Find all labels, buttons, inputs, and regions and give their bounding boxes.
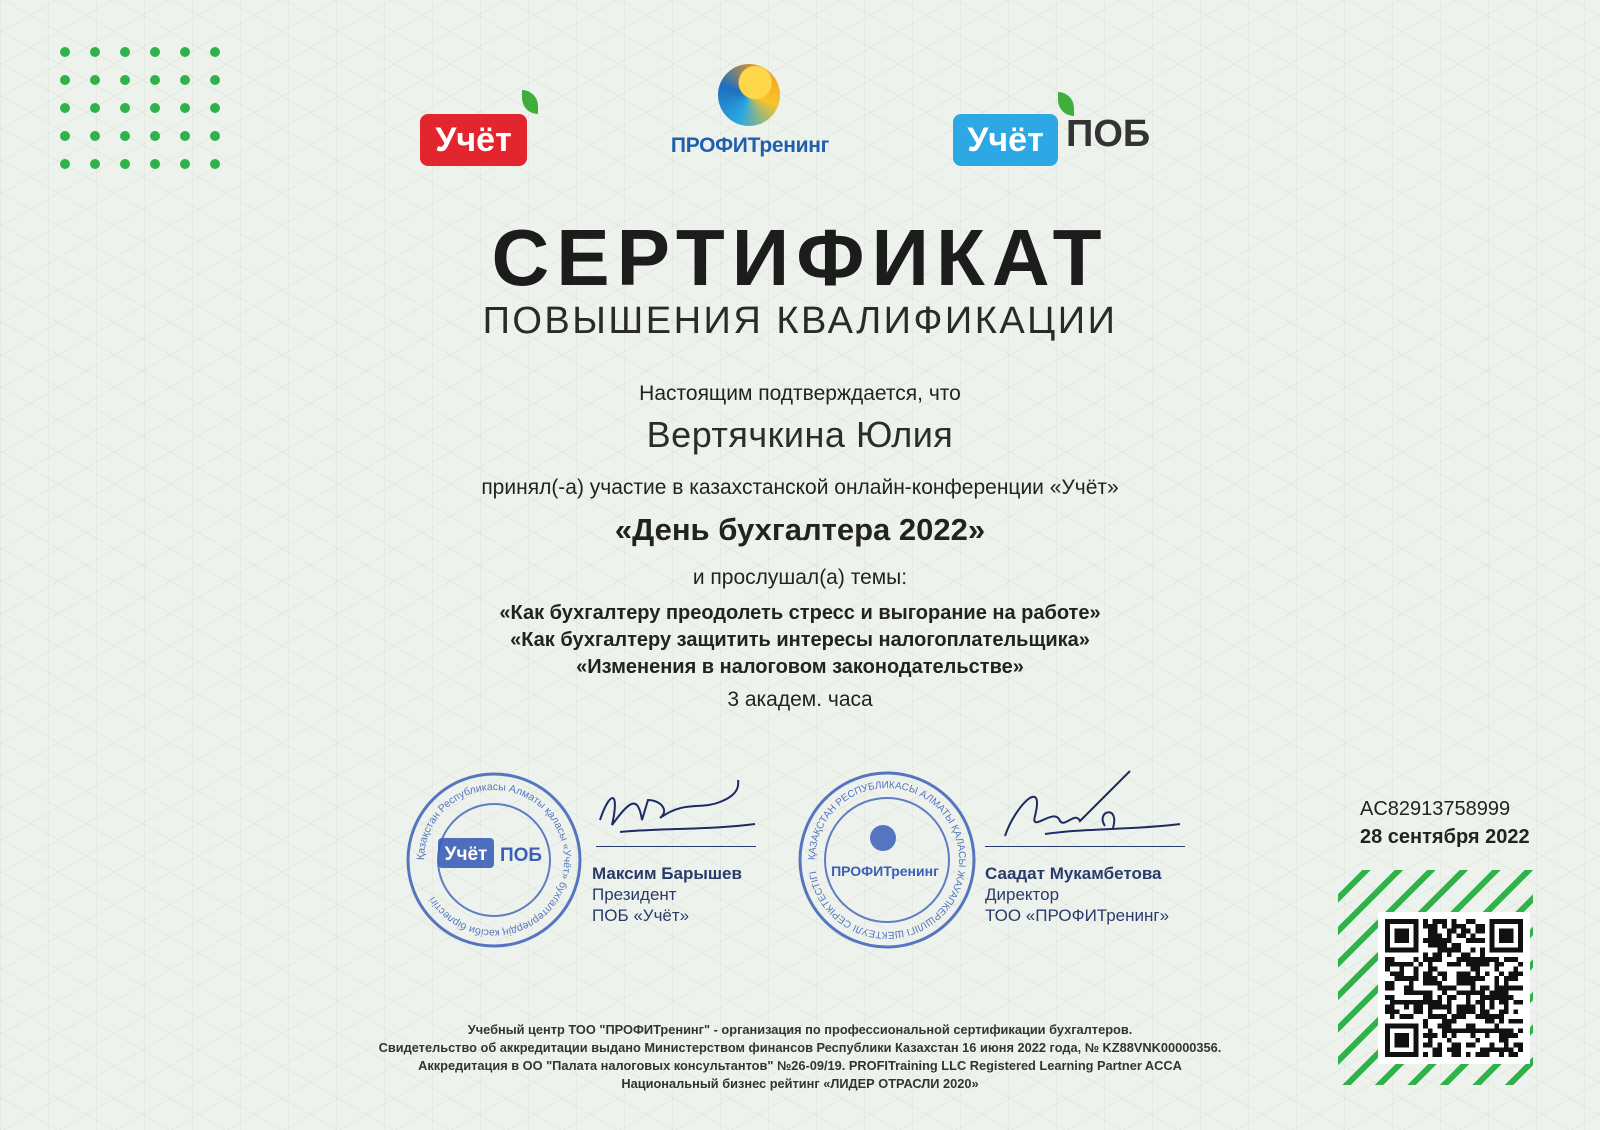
signatory-name: Максим Барышев xyxy=(592,864,742,883)
svg-text:Қазақстан Республикасы Алматы: Қазақстан Республикасы Алматы қаласы «Учёт» бухгалтерлердің кәсіби бірлестігі xyxy=(414,780,574,940)
leaf-icon xyxy=(522,90,538,114)
footer-line: Национальный бизнес рейтинг «ЛИДЕР ОТРАСЛИ 2020» xyxy=(621,1076,979,1091)
footer-line: Свидетельство об аккредитации выдано Министерством финансов Республики Казахстан 16 июня 2022 года, № KZ88VNK00000356. xyxy=(378,1040,1222,1055)
event-title: «День бухгалтера 2022» xyxy=(614,512,986,547)
certificate-code: AC82913758999 xyxy=(1360,798,1511,820)
svg-text:ПРОФИТренинг: ПРОФИТренинг xyxy=(831,863,939,879)
hours-text: 3 академ. часа xyxy=(727,688,873,711)
signatory-role: Директор xyxy=(985,885,1060,904)
signatory-block-right xyxy=(985,864,1169,926)
pob-logo-text: ПОБ xyxy=(1066,113,1151,155)
signature-mukambetova xyxy=(985,766,1185,846)
footer xyxy=(0,1021,1600,1093)
certificate-subtitle: ПОВЫШЕНИЯ КВАЛИФИКАЦИИ xyxy=(482,300,1118,342)
footer-line: Учебный центр ТОО "ПРОФИТренинг" - организация по профессиональной сертификации бухгалтеров. xyxy=(467,1022,1133,1037)
profitrening-stamp xyxy=(797,770,977,950)
svg-text:ҚАЗАҚСТАН РЕСПУБЛИКАСЫ АЛМАТЫ: ҚАЗАҚСТАН РЕСПУБЛИКАСЫ АЛМАТЫ ҚАЛАСЫ ЖАУАПКЕРШІЛІГІ ШЕКТЕУЛІ СЕРІКТЕСТІГІ xyxy=(806,779,968,941)
svg-text:Учёт: Учёт xyxy=(444,844,488,865)
signatory-block-left xyxy=(592,864,742,926)
signatory-role: Президент xyxy=(592,885,677,904)
signature-line xyxy=(596,846,756,847)
recipient-name: Вертячкина Юлия xyxy=(646,414,954,455)
topic-item: «Как бухгалтеру преодолеть стресс и выгорание на работе» xyxy=(499,602,1101,624)
intro-text: Настоящим подтверждается, что xyxy=(639,382,961,405)
profit-logo-sphere xyxy=(718,64,780,126)
uchet-pob-stamp xyxy=(404,770,584,950)
footer-line: Аккредитация в ОО "Палата налоговых консультантов" №26-09/19. PROFITraining LLC Registered Learning Partner ACCA xyxy=(418,1058,1182,1073)
certificate-title: СЕРТИФИКАТ xyxy=(491,213,1109,302)
signatory-org: ТОО «ПРОФИТренинг» xyxy=(985,906,1170,925)
uchet-logo: Учёт xyxy=(420,114,527,166)
participation-text: принял(-а) участие в казахстанской онлайн-конференции «Учёт» xyxy=(481,476,1119,499)
topic-item: «Как бухгалтеру защитить интересы налогоплательщика» xyxy=(510,629,1090,651)
signatory-name: Саадат Мукамбетова xyxy=(985,864,1162,883)
decorative-dot-grid xyxy=(50,38,230,178)
uchet-pob-logo: Учёт xyxy=(953,114,1058,166)
svg-text:ПОБ: ПОБ xyxy=(500,845,543,866)
signature-baryshev xyxy=(590,780,760,850)
signature-line xyxy=(985,846,1185,847)
topics-list xyxy=(0,600,1600,681)
topic-item: «Изменения в налоговом законодательстве» xyxy=(576,656,1024,678)
signatory-org: ПОБ «Учёт» xyxy=(592,906,690,925)
profit-logo-text: ПРОФИТренинг xyxy=(670,134,830,157)
certificate-date: 28 сентября 2022 xyxy=(1360,826,1530,848)
listened-text: и прослушал(а) темы: xyxy=(692,566,908,589)
